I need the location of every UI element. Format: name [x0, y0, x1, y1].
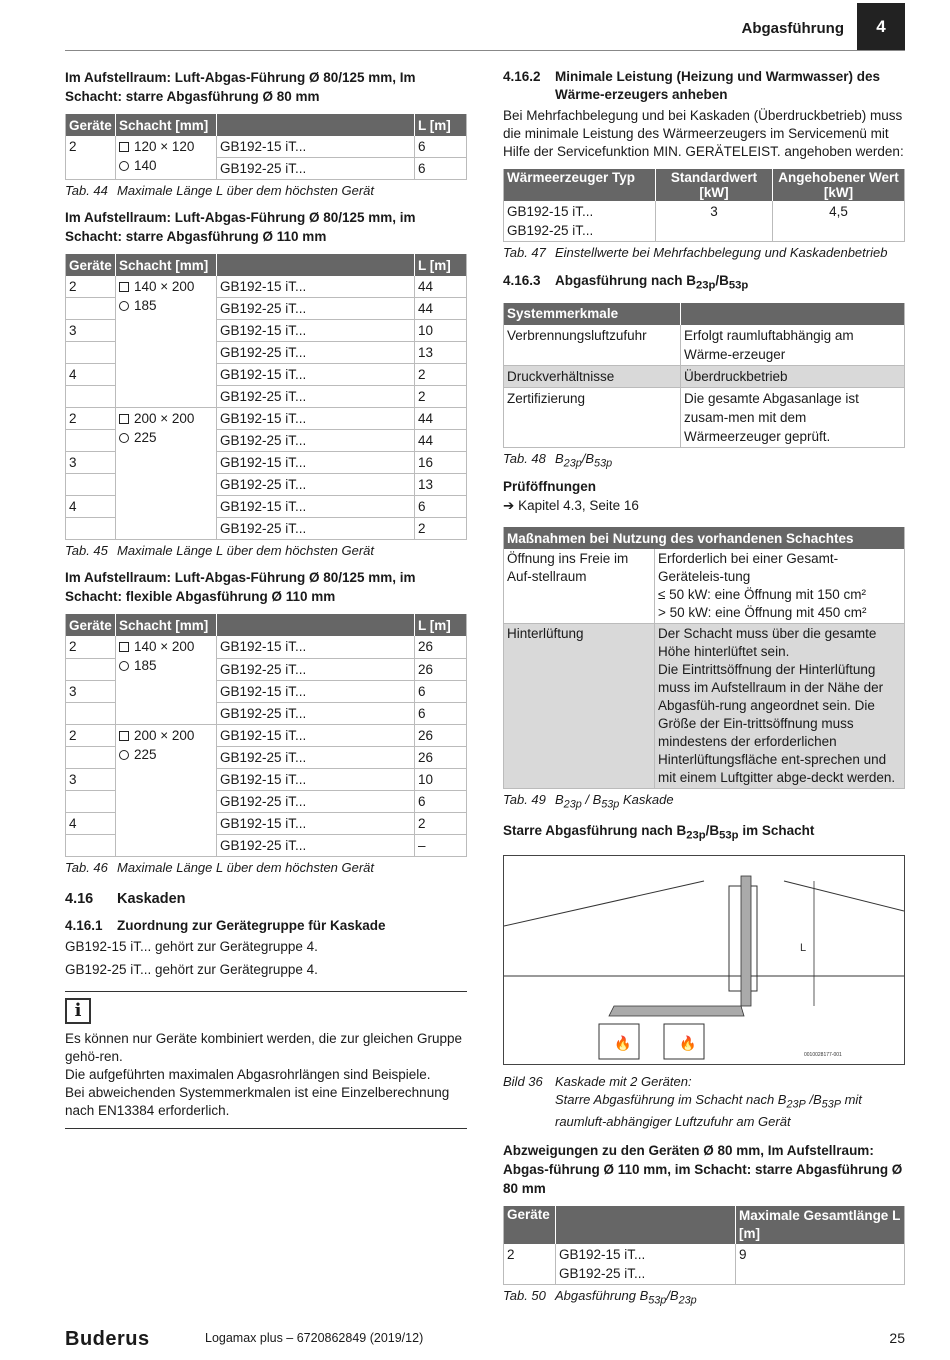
cell-device: GB192-25 iT... — [217, 386, 415, 408]
cell-device: GB192-25 iT... — [217, 342, 415, 364]
cell-l: 13 — [415, 342, 467, 364]
cell-l: 10 — [415, 768, 467, 790]
caption-text: /B — [666, 1288, 679, 1304]
cell-l: 6 — [415, 158, 467, 180]
th-empty — [556, 1206, 736, 1244]
cell-geraete — [66, 518, 116, 540]
cell-schacht — [116, 724, 217, 856]
section-4-16-1 — [65, 917, 467, 935]
cell-geraete: 2 — [66, 408, 116, 430]
square-icon — [119, 414, 129, 424]
cell-geraete: 4 — [66, 364, 116, 386]
cell-value: Die gesamte Abgasanlage ist zusam-men mit dem Wärmeerzeuger geprüft. — [681, 387, 905, 447]
cell-schacht — [116, 408, 217, 540]
caption-text: / B — [581, 792, 602, 808]
document-id: Logamax plus – 6720862849 (2019/12) — [205, 1331, 424, 1345]
th-massnahmen: Maßnahmen bei Nutzung des vorhandenen Schachtes — [504, 527, 905, 549]
table-45 — [65, 254, 467, 540]
cell-devices — [556, 1244, 736, 1285]
schacht-circle: 185 — [134, 298, 157, 314]
th-gesamtlaenge: Maximale Gesamtlänge L [m] — [736, 1206, 905, 1244]
caption-text: B — [555, 792, 564, 808]
schacht-square: 200 × 200 — [134, 411, 195, 427]
cell-device: GB192-15 iT... — [217, 364, 415, 386]
cell-device: GB192-25 iT... — [217, 474, 415, 496]
heading-tab46: Im Aufstellraum: Luft-Abgas-Führung Ø 80/125 mm, im Schacht: flexible Abgasführung Ø 110 mm — [65, 570, 416, 605]
value-line: Die Eintrittsöffnung der Hinterlüftung muss im Aufstellraum in der Nähe der Abgasfüh-rung angeordnet sein. Die Größe der Ein-trittsöffnung muss mindestens der erforderlichen Hinterlüftungsfläche ent-sprechen und mit einem Luftgitter abge-deckt werden. — [658, 662, 896, 786]
flame-icon: 🔥 — [614, 1035, 632, 1052]
cross-reference-link[interactable] — [503, 497, 905, 515]
th-systemmerkmale: Systemmerkmale — [504, 303, 681, 325]
cell-device: GB192-15 iT... — [217, 636, 415, 658]
cell-l: 2 — [415, 386, 467, 408]
type-2: GB192-25 iT... — [507, 223, 594, 238]
cell-geraete — [66, 430, 116, 452]
schacht-circle: 225 — [134, 746, 157, 762]
schacht-circle: 185 — [134, 658, 157, 674]
caption-text: Starre Abgasführung im Schacht nach B — [555, 1091, 787, 1107]
cell-l: 6 — [415, 496, 467, 518]
cell-l: – — [415, 834, 467, 856]
value-line: ≤ 50 kW: eine Öffnung mit 150 cm² — [658, 587, 867, 603]
cell-device: GB192-25 iT... — [217, 298, 415, 320]
table-44 — [65, 114, 467, 180]
caption-text: /B — [805, 1091, 822, 1107]
paragraph: GB192-25 iT... gehört zur Gerätegruppe 4. — [65, 961, 318, 977]
cell-geraete: 3 — [66, 320, 116, 342]
cell-l: 26 — [415, 658, 467, 680]
th-l: L [m] — [415, 254, 467, 276]
section-title: Minimale Leistung (Heizung und Warmwasser) des Wärme-erzeugers anheben — [555, 69, 881, 102]
caption-text: Maximale Länge L über dem höchsten Gerät — [117, 543, 375, 559]
heading-text: /B — [705, 822, 720, 838]
caption-text: Maximale Länge L über dem höchsten Gerät — [117, 859, 375, 875]
th-angehoben: Angehobener Wert [kW] — [773, 169, 905, 201]
cell-schacht — [116, 136, 217, 180]
cell-device: GB192-25 iT... — [217, 158, 415, 180]
cell-value: Überdruckbetrieb — [681, 365, 905, 387]
cell-geraete: 3 — [66, 768, 116, 790]
th-schacht: Schacht [mm] — [116, 254, 217, 276]
cell-l: 26 — [415, 724, 467, 746]
flame-icon: 🔥 — [679, 1035, 697, 1052]
cell-l: 2 — [415, 364, 467, 386]
cell-geraete: 2 — [66, 276, 116, 298]
caption-text: Abgasführung B — [555, 1288, 649, 1304]
cell-l: 10 — [415, 320, 467, 342]
caption-tab47 — [503, 244, 905, 262]
th-standard: Standardwert [kW] — [656, 169, 773, 201]
dimension-label: L — [800, 941, 807, 954]
value-line: > 50 kW: eine Öffnung mit 450 cm² — [658, 605, 867, 621]
caption-number: Tab. 49 — [503, 792, 546, 808]
cell-geraete — [66, 342, 116, 364]
th-empty — [217, 614, 415, 636]
cell-l: 26 — [415, 636, 467, 658]
left-column — [65, 62, 467, 1129]
caption-tab44 — [65, 182, 467, 200]
heading-text: im Schacht — [738, 822, 815, 838]
caption-line: Kaskade mit 2 Geräten: — [555, 1073, 692, 1089]
note-text: Es können nur Geräte kombiniert werden, die zur gleichen Gruppe gehö-ren. — [65, 1030, 462, 1064]
th-l: L [m] — [415, 614, 467, 636]
schacht-square: 140 × 200 — [134, 639, 195, 655]
cell-device: GB192-15 iT... — [217, 680, 415, 702]
device: GB192-15 iT... — [559, 1247, 646, 1263]
caption-text: mit raumluft-abhängiger Luftzufuhr am Gerät — [555, 1091, 862, 1130]
subscript: 53p — [648, 1294, 667, 1307]
th-geraete: Geräte — [66, 614, 116, 636]
cell-l: 6 — [415, 136, 467, 158]
cell-schacht — [116, 636, 217, 724]
cell-device: GB192-15 iT... — [217, 496, 415, 518]
cell-l: 6 — [415, 702, 467, 724]
circle-icon — [119, 301, 129, 311]
table-47 — [503, 169, 905, 242]
cell-device: GB192-25 iT... — [217, 790, 415, 812]
section-title: Abgasführung nach B — [555, 273, 696, 288]
subscript: 23p — [563, 798, 582, 811]
page-number: 25 — [889, 1330, 905, 1346]
table-48 — [503, 303, 905, 448]
cascade-diagram — [503, 855, 905, 1065]
cell-geraete — [66, 298, 116, 320]
cell-value: Erfolgt raumluftabhängig am Wärme-erzeuger — [681, 325, 905, 366]
chapter-title: Abgasführung — [741, 20, 844, 37]
subscript: 23p — [563, 457, 582, 470]
cell-geraete: 4 — [66, 496, 116, 518]
cell-l: 2 — [415, 518, 467, 540]
section-number: 4.16.3 — [503, 273, 541, 288]
caption-number: Bild 36 — [503, 1073, 543, 1089]
section-title: /B — [715, 273, 729, 288]
cell-geraete — [66, 658, 116, 680]
figure-code: 0010028177-001 — [804, 1051, 842, 1058]
heading-pruefoeffnungen: Prüföffnungen — [503, 479, 596, 495]
cell-schacht — [116, 276, 217, 408]
cell-device: GB192-15 iT... — [217, 452, 415, 474]
th-geraete: Geräte — [66, 254, 116, 276]
th-typ: Wärmeerzeuger Typ — [504, 169, 656, 201]
th-geraete: Geräte — [66, 114, 116, 136]
cell-key: Druckverhältnisse — [504, 365, 681, 387]
cell-key: Öffnung ins Freie im Auf-stellraum — [504, 549, 655, 624]
section-4-16-3 — [503, 272, 905, 295]
cell-device: GB192-25 iT... — [217, 746, 415, 768]
cell-l: 6 — [415, 790, 467, 812]
cell-types — [504, 201, 656, 242]
cell-l: 9 — [736, 1244, 905, 1285]
th-empty — [217, 114, 415, 136]
table-49 — [503, 527, 905, 789]
cell-device: GB192-25 iT... — [217, 658, 415, 680]
cell-device: GB192-15 iT... — [217, 136, 415, 158]
subscript: 53P — [821, 1098, 841, 1111]
cell-geraete: 2 — [504, 1244, 556, 1285]
caption-text: B — [555, 450, 564, 466]
chapter-number: 4 — [857, 3, 905, 51]
cell-geraete: 2 — [66, 724, 116, 746]
circle-icon — [119, 161, 129, 171]
table-row — [66, 636, 467, 658]
cell-l: 16 — [415, 452, 467, 474]
subscript: 23P — [786, 1098, 806, 1111]
caption-tab50 — [503, 1287, 905, 1310]
cell-device: GB192-25 iT... — [217, 834, 415, 856]
caption-body — [555, 1073, 905, 1132]
value-line: Erforderlich bei einer Gesamt-Geräteleis-tung — [658, 551, 839, 585]
table-row — [66, 408, 467, 430]
th-l: L [m] — [415, 114, 467, 136]
section-4-16 — [65, 891, 467, 907]
type-1: GB192-15 iT... — [507, 204, 594, 219]
right-column — [503, 62, 905, 1316]
th-schacht: Schacht [mm] — [116, 114, 217, 136]
cell-l: 44 — [415, 276, 467, 298]
cell-l: 13 — [415, 474, 467, 496]
circle-icon — [119, 661, 129, 671]
cell-device: GB192-15 iT... — [217, 768, 415, 790]
cell-geraete — [66, 746, 116, 768]
caption-text: Einstellwerte bei Mehrfachbelegung und Kaskadenbetrieb — [555, 245, 888, 260]
circle-icon — [119, 750, 129, 760]
square-icon — [119, 282, 129, 292]
cell-device: GB192-25 iT... — [217, 702, 415, 724]
cell-geraete: 4 — [66, 812, 116, 834]
cell-angehoben: 4,5 — [773, 201, 905, 242]
caption-text: /B — [581, 450, 595, 466]
caption-figure36 — [503, 1073, 905, 1132]
cell-key: Verbrennungsluftzufuhr — [504, 325, 681, 366]
horizontal-flue — [609, 1006, 744, 1016]
cell-geraete: 2 — [66, 636, 116, 658]
caption-text: Kaskade — [619, 792, 674, 808]
section-title: Kaskaden — [117, 890, 186, 907]
heading-figure — [503, 822, 905, 845]
caption-tab48 — [503, 450, 905, 473]
note-text: Die aufgeführten maximalen Abgasrohrlängen sind Beispiele. — [65, 1066, 431, 1082]
schacht-square: 200 × 200 — [134, 727, 195, 743]
cell-device: GB192-15 iT... — [217, 724, 415, 746]
heading-tab45: Im Aufstellraum: Luft-Abgas-Führung Ø 80/125 mm, im Schacht: starre Abgasführung Ø 110 mm — [65, 210, 416, 245]
th-empty — [681, 303, 905, 325]
square-icon — [119, 142, 129, 152]
roof-line — [504, 881, 704, 926]
subscript: 23p — [696, 279, 716, 292]
subscript: 53p — [719, 829, 739, 842]
cell-l: 2 — [415, 812, 467, 834]
cell-value — [655, 549, 905, 624]
note-text: Bei abweichenden Systemmerkmalen ist eine Einzelberechnung nach EN13384 erforderlich. — [65, 1084, 450, 1118]
cell-device: GB192-25 iT... — [217, 518, 415, 540]
table-row — [66, 724, 467, 746]
device: GB192-25 iT... — [559, 1266, 646, 1282]
section-number: 4.16 — [65, 890, 94, 907]
heading-tab50: Abzweigungen zu den Geräten Ø 80 mm, Im Aufstellraum: Abgas-führung Ø 110 mm, im Schacht: starre Abgasführung Ø 80 mm — [503, 1143, 903, 1197]
cell-device: GB192-15 iT... — [217, 320, 415, 342]
schacht-circle: 140 — [134, 158, 157, 173]
info-note — [65, 991, 467, 1129]
cell-geraete: 3 — [66, 452, 116, 474]
caption-number: Tab. 48 — [503, 450, 546, 466]
th-empty — [217, 254, 415, 276]
subscript: 53p — [728, 279, 749, 292]
subscript: 53p — [594, 457, 613, 470]
square-icon — [119, 731, 129, 741]
heading-tab44: Im Aufstellraum: Luft-Abgas-Führung Ø 80/125 mm, Im Schacht: starre Abgasführung Ø 80 mm — [65, 70, 416, 104]
header-rule — [65, 50, 905, 51]
cell-l: 44 — [415, 408, 467, 430]
flue-pipe — [741, 876, 751, 1006]
section-title: Zuordnung zur Gerätegruppe für Kaskade — [117, 917, 386, 933]
cell-device: GB192-15 iT... — [217, 276, 415, 298]
caption-number: Tab. 44 — [65, 183, 108, 199]
caption-number: Tab. 50 — [503, 1288, 546, 1304]
cell-l: 44 — [415, 298, 467, 320]
circle-icon — [119, 433, 129, 443]
square-icon — [119, 642, 129, 652]
cell-geraete — [66, 474, 116, 496]
section-number: 4.16.2 — [503, 69, 541, 84]
roof-line — [784, 881, 904, 911]
paragraph: GB192-15 iT... gehört zur Gerätegruppe 4. — [65, 938, 318, 954]
cell-geraete: 2 — [66, 136, 116, 180]
schacht-square: 120 × 120 — [134, 139, 195, 154]
caption-line — [555, 1091, 905, 1132]
cell-geraete — [66, 790, 116, 812]
cell-geraete — [66, 834, 116, 856]
subscript: 53p — [601, 798, 620, 811]
cell-l: 6 — [415, 680, 467, 702]
table-46 — [65, 614, 467, 856]
schacht-square: 140 × 200 — [134, 279, 195, 295]
paragraph: Bei Mehrfachbelegung und bei Kaskaden (Überdruckbetrieb) muss die minimale Leistung des Wärmeerzeugers im Servicemenü mit Hilfe der Servicefunktion MIN. GERÄTELEIST. angehoben werden: — [503, 108, 904, 159]
table-50 — [503, 1206, 905, 1285]
caption-text: Maximale Länge L über dem höchsten Gerät — [117, 183, 375, 199]
heading-text: Starre Abgasführung nach B — [503, 822, 687, 838]
caption-tab46 — [65, 859, 467, 877]
brand-logo: Buderus — [65, 1328, 150, 1350]
info-icon: i — [65, 998, 91, 1024]
cell-key: Hinterlüftung — [504, 624, 655, 789]
cell-device: GB192-15 iT... — [217, 408, 415, 430]
caption-tab49 — [503, 791, 905, 814]
cell-device: GB192-15 iT... — [217, 812, 415, 834]
caption-number: Tab. 46 — [65, 859, 108, 875]
subscript: 23p — [686, 829, 706, 842]
cell-key: Zertifizierung — [504, 387, 681, 447]
caption-tab45 — [65, 542, 467, 560]
diagram-svg — [504, 856, 904, 1064]
cell-standard: 3 — [656, 201, 773, 242]
cell-device: GB192-25 iT... — [217, 430, 415, 452]
caption-number: Tab. 45 — [65, 543, 108, 559]
subscript: 23p — [678, 1294, 697, 1307]
value-line: Der Schacht muss über die gesamte Höhe hinterlüftet sein. — [658, 626, 877, 660]
arrow-right-icon: ➔ — [503, 498, 519, 514]
th-geraete: Geräte — [504, 1206, 556, 1244]
section-number: 4.16.1 — [65, 917, 103, 933]
cell-l: 44 — [415, 430, 467, 452]
section-4-16-2 — [503, 68, 905, 104]
cell-geraete: 3 — [66, 680, 116, 702]
caption-number: Tab. 47 — [503, 245, 546, 260]
schacht-circle: 225 — [134, 430, 157, 446]
cell-l: 26 — [415, 746, 467, 768]
table-row — [66, 276, 467, 298]
cell-value — [655, 624, 905, 789]
cell-geraete — [66, 702, 116, 724]
th-schacht: Schacht [mm] — [116, 614, 217, 636]
link-text: Kapitel 4.3, Seite 16 — [518, 498, 639, 514]
cell-geraete — [66, 386, 116, 408]
